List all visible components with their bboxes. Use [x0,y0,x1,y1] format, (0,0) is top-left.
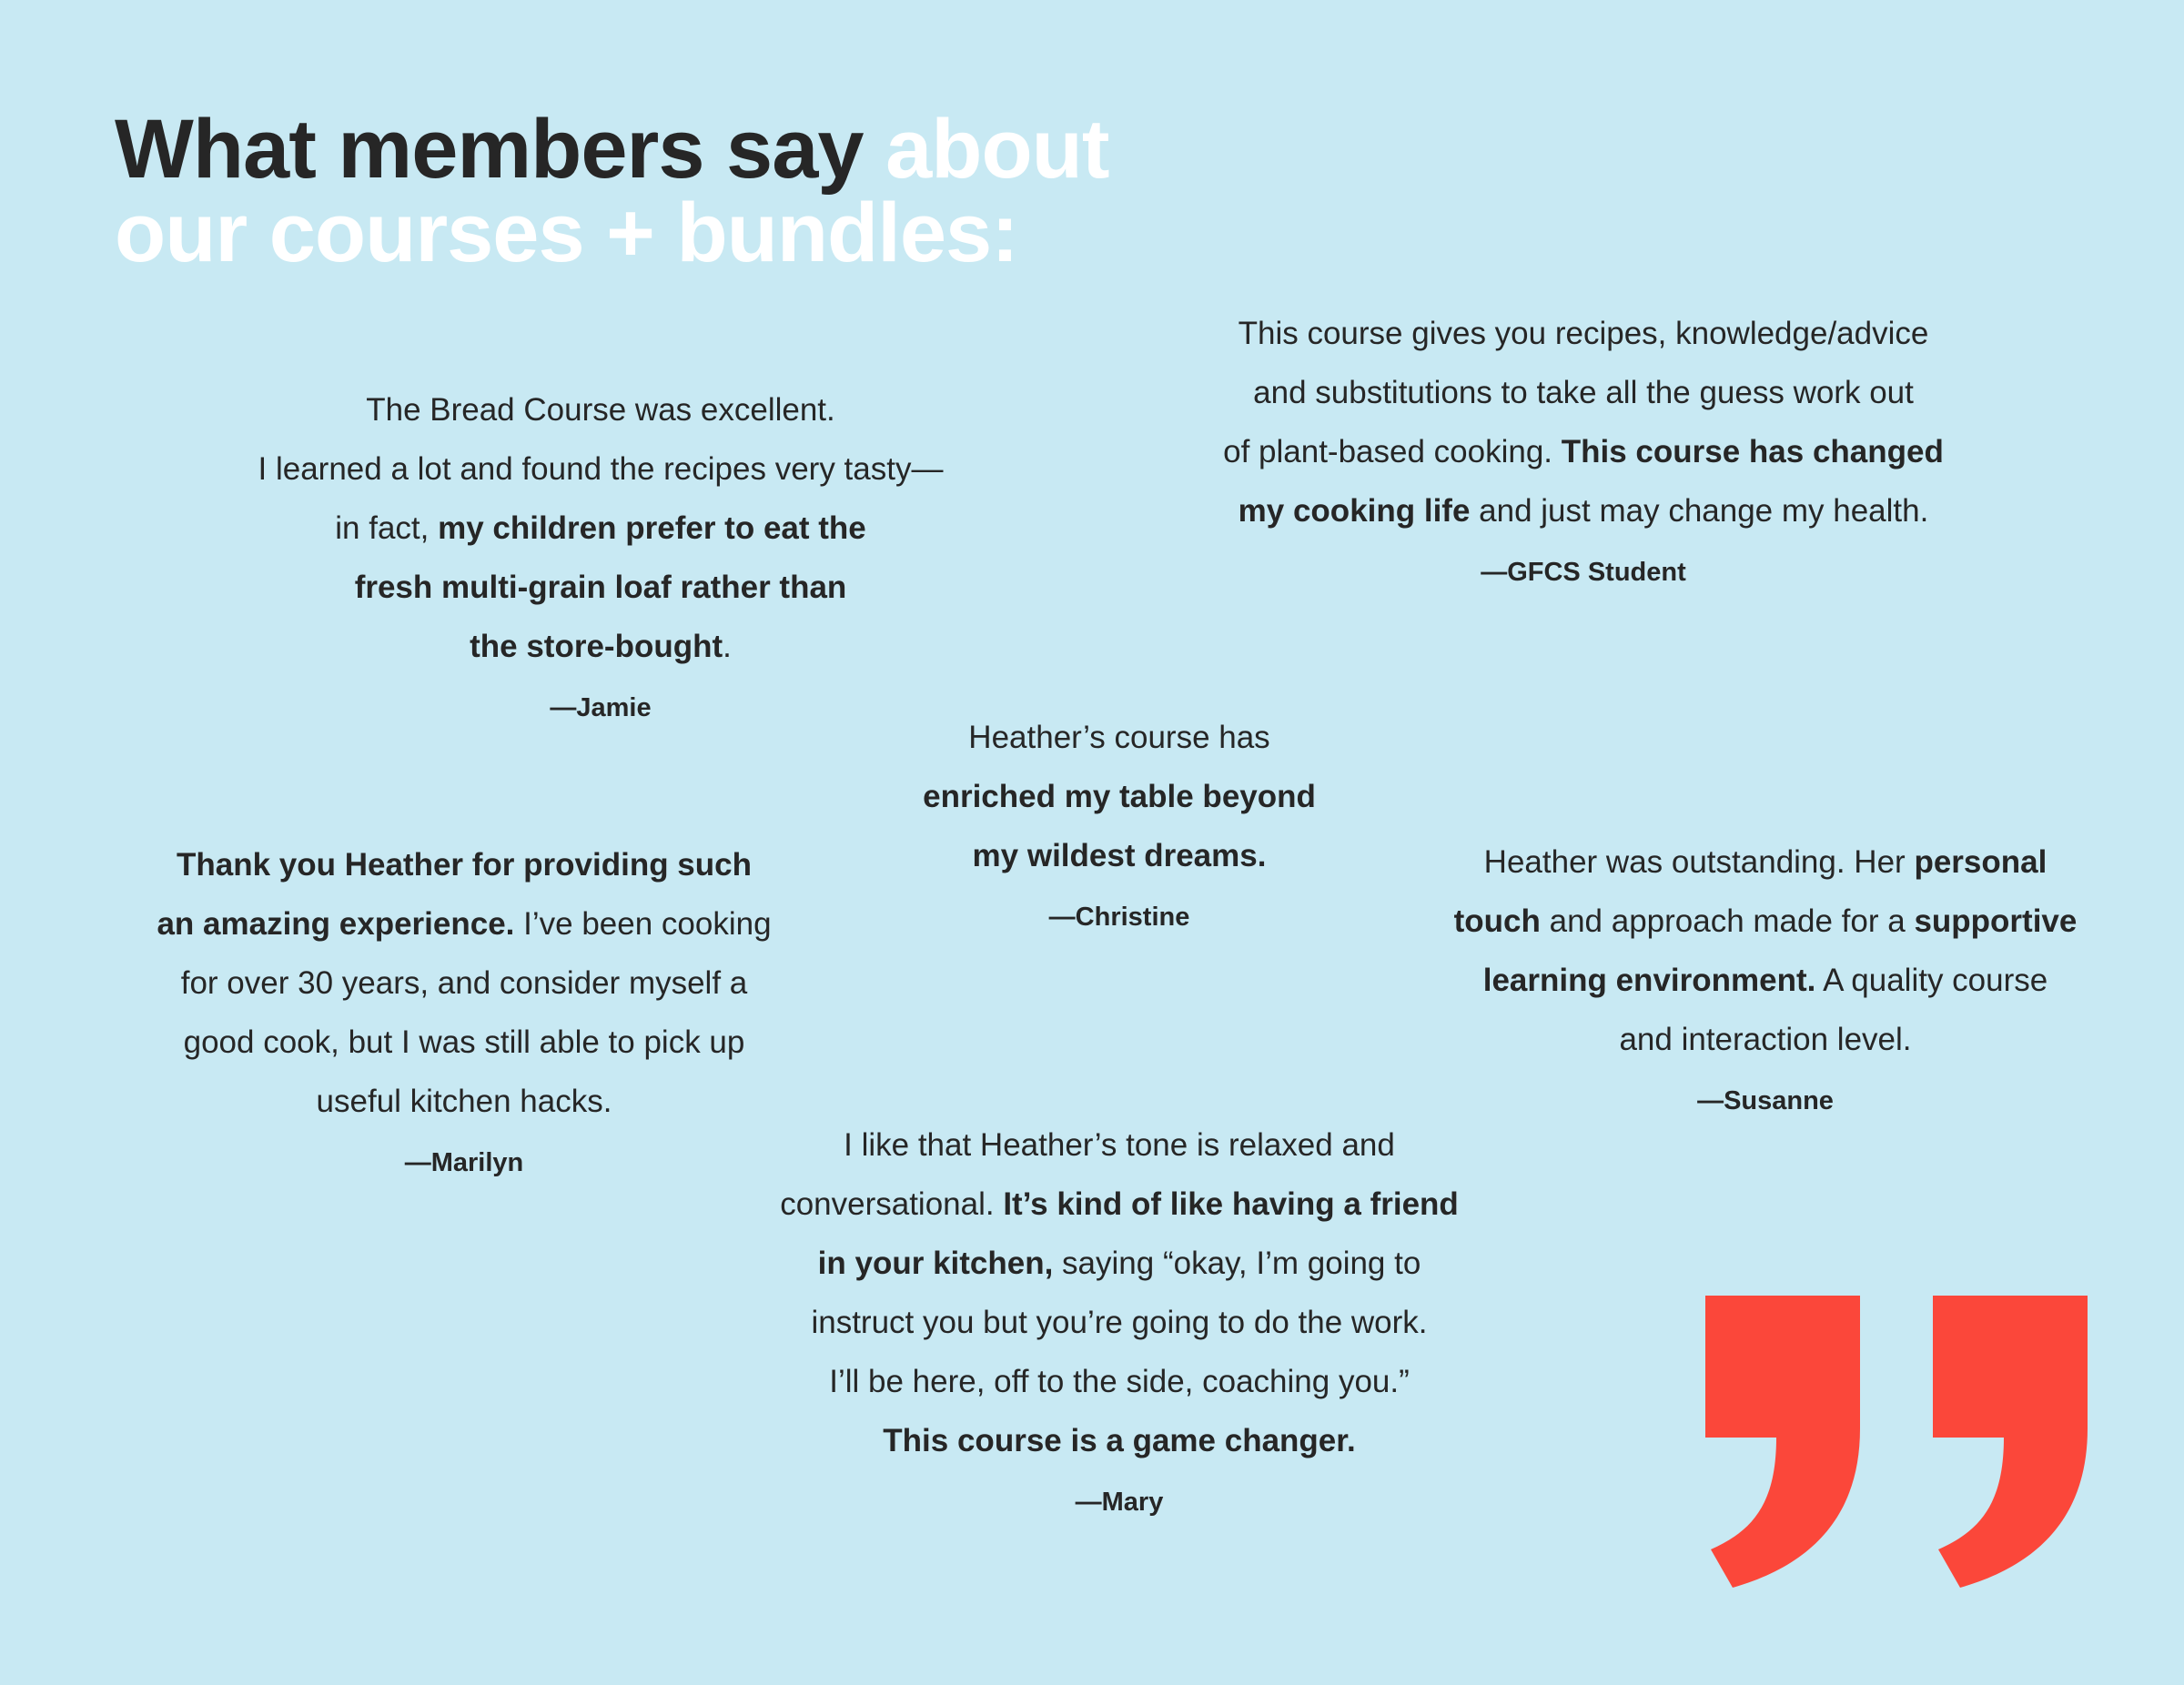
quote-highlight: my cooking life [1238,493,1471,529]
quote-line: useful kitchen hacks. [316,1084,612,1119]
quote-text: conversational. [780,1186,1004,1222]
quote-line [218,617,983,676]
quote-highlight: supportive [1914,903,2078,939]
quote-author: —GFCS Student [1481,558,1686,587]
testimonial-mary [728,1115,1511,1516]
title-dark-text: What members say [115,103,886,196]
quote-text: of plant-based cooking. [1223,434,1562,469]
quote-highlight: the store-bought [470,629,723,664]
quote-author: —Mary [1075,1488,1164,1517]
quote-line [109,835,819,894]
quote-highlight: enriched my table beyond [923,779,1316,814]
testimonial-gfcs-student [1165,304,2002,586]
quote-highlight: personal [1914,844,2048,880]
quote-line: This course gives you recipes, knowledge/advice [1238,316,1929,351]
quote-highlight: Thank you Heather for providing such [176,847,753,883]
quote-line [1401,832,2129,892]
quote-highlight: learning environment. [1482,963,1816,998]
quote-text: saying “okay, I’m going to [1053,1246,1421,1281]
quote-author: —Marilyn [404,1148,524,1177]
quote-highlight: an amazing experience. [157,906,515,942]
quote-line [218,558,983,617]
quote-text: and approach made for a [1540,903,1915,939]
quote-line: The Bread Course was excellent. [366,392,835,428]
testimonial-jamie [218,380,983,721]
quote-line: I like that Heather’s tone is relaxed and [844,1127,1395,1163]
quote-text: . [723,629,732,664]
quote-line: and interaction level. [1619,1022,1912,1057]
quote-line [1165,422,2002,481]
quote-line: I’ll be here, off to the side, coaching you.” [829,1364,1410,1399]
quote-line [728,1411,1511,1470]
quote-line: I learned a lot and found the recipes very tasty— [258,451,944,487]
quote-line [728,1175,1511,1234]
quote-text: and just may change my health. [1470,493,1929,529]
quote-text: I’ve been cooking [514,906,772,942]
closing-quote-icon [1702,1292,2093,1592]
quote-line: for over 30 years, and consider myself a [180,965,748,1001]
quote-text: Heather was outstanding. Her [1483,844,1915,880]
quote-highlight: touch [1453,903,1541,939]
title-accent-text-1: about [885,103,1109,196]
quote-line [846,767,1392,826]
quote-highlight: my wildest dreams. [972,838,1267,873]
quote-line [728,1234,1511,1293]
quote-line: Heather’s course has [968,720,1270,755]
quote-glyph-right [1933,1296,2088,1588]
testimonial-christine [846,708,1392,931]
quote-line: instruct you but you’re going to do the work. [811,1305,1428,1340]
quote-line [109,894,819,953]
title-accent-text-2: our courses + bundles: [115,187,1018,279]
quote-highlight: This course is a game changer. [883,1423,1356,1458]
quote-highlight: It’s kind of like having a friend [1003,1186,1459,1222]
quote-glyph-left [1705,1296,1860,1588]
quote-highlight: in your kitchen, [817,1246,1054,1281]
page-title [115,103,1109,279]
testimonial-susanne [1401,832,2129,1115]
quote-highlight: fresh multi-grain loaf rather than [354,570,847,605]
quote-line [1401,951,2129,1010]
quote-author: —Susanne [1697,1086,1834,1115]
quote-line: and substitutions to take all the guess work out [1253,375,1914,410]
quote-author: —Jamie [550,693,652,722]
testimonial-marilyn [109,835,819,1176]
quote-line [1165,481,2002,540]
quote-author: —Christine [1048,903,1190,932]
quote-line [1401,892,2129,951]
quote-text: in fact, [335,510,439,546]
quote-line [218,499,983,558]
quote-highlight: This course has changed [1561,434,1944,469]
quote-text: A quality course [1815,963,2048,998]
quote-highlight: my children prefer to eat the [438,510,866,546]
quote-line: good cook, but I was still able to pick up [183,1024,745,1060]
quote-line [846,826,1392,885]
